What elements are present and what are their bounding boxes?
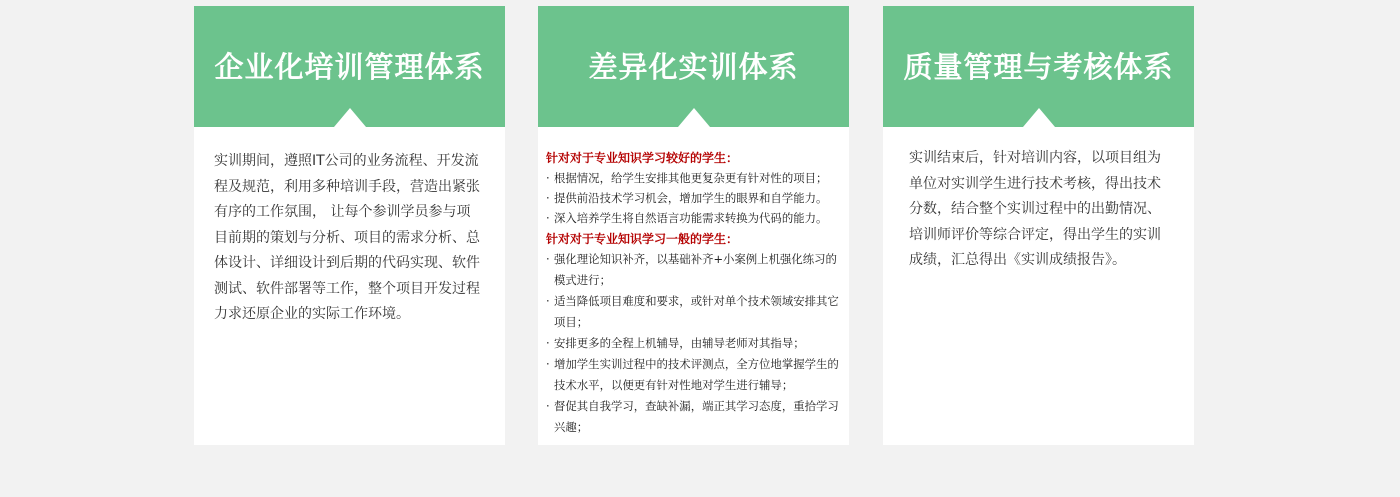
card-description: 实训结束后，针对培训内容，以项目组为单位对实训学生进行技术考核，得出技术分数，结合整个实训过程中的出勤情况、培训师评价等综合评定，得出学生的实训成绩，汇总得出《实训成绩报告》。	[909, 150, 1161, 268]
card-header	[194, 6, 505, 127]
bullet-dot-icon: ·	[546, 336, 550, 350]
card-body	[538, 127, 849, 438]
card-description: 实训期间，遵照IT公司的业务流程、开发流程及规范，利用多种培训手段，营造出紧张有序的工作氛围， 让每个参训学员参与项目前期的策划与分析、项目的需求分析、总体设计、详细设计到后期的代码实现、软件测试、软件部署等工作，整个项目开发过程力求还原企业的实际工作环境。	[214, 153, 480, 322]
bullet-dot-icon: ·	[546, 191, 550, 205]
group-heading-good-students: 针对对于专业知识学习较好的学生：	[546, 151, 739, 165]
list-item: · 深入培养学生将自然语言功能需求转换为代码的能力。	[546, 208, 843, 228]
bullet-list-average-students	[546, 249, 843, 438]
bullet-list-good-students	[546, 168, 843, 228]
list-item: · 提供前沿技术学习机会，增加学生的眼界和自学能力。	[546, 188, 843, 208]
pointer-triangle	[334, 108, 366, 127]
list-item: · 强化理论知识补齐，以基础补齐+小案例上机强化练习的模式进行；	[546, 249, 843, 291]
list-item: · 安排更多的全程上机辅导，由辅导老师对其指导；	[546, 333, 843, 354]
card-quality-assessment	[883, 6, 1194, 445]
bullet-dot-icon: ·	[546, 399, 550, 413]
bullet-dot-icon: ·	[546, 171, 550, 185]
card-title: 差异化实训体系	[588, 50, 799, 84]
card-header	[538, 6, 849, 127]
bullet-dot-icon: ·	[546, 294, 550, 308]
card-header	[883, 6, 1194, 127]
pointer-triangle	[1023, 108, 1055, 127]
list-item: · 适当降低项目难度和要求，或针对单个技术领域安排其它项目；	[546, 291, 843, 333]
list-item: · 增加学生实训过程中的技术评测点，全方位地掌握学生的技术水平，以便更有针对性地对学生进行辅导；	[546, 354, 843, 396]
bullet-dot-icon: ·	[546, 252, 550, 266]
card-differentiated-training	[538, 6, 849, 445]
pointer-triangle	[678, 108, 710, 127]
list-item: · 根据情况，给学生安排其他更复杂更有针对性的项目；	[546, 168, 843, 188]
card-title: 企业化培训管理体系	[214, 50, 485, 84]
bullet-dot-icon: ·	[546, 211, 550, 225]
card-title: 质量管理与考核体系	[903, 50, 1174, 84]
card-enterprise-training	[194, 6, 505, 445]
bullet-dot-icon: ·	[546, 357, 550, 371]
list-item: · 督促其自我学习，查缺补漏，端正其学习态度，重拾学习兴趣；	[546, 396, 843, 438]
group-heading-average-students: 针对对于专业知识学习一般的学生：	[546, 232, 739, 246]
